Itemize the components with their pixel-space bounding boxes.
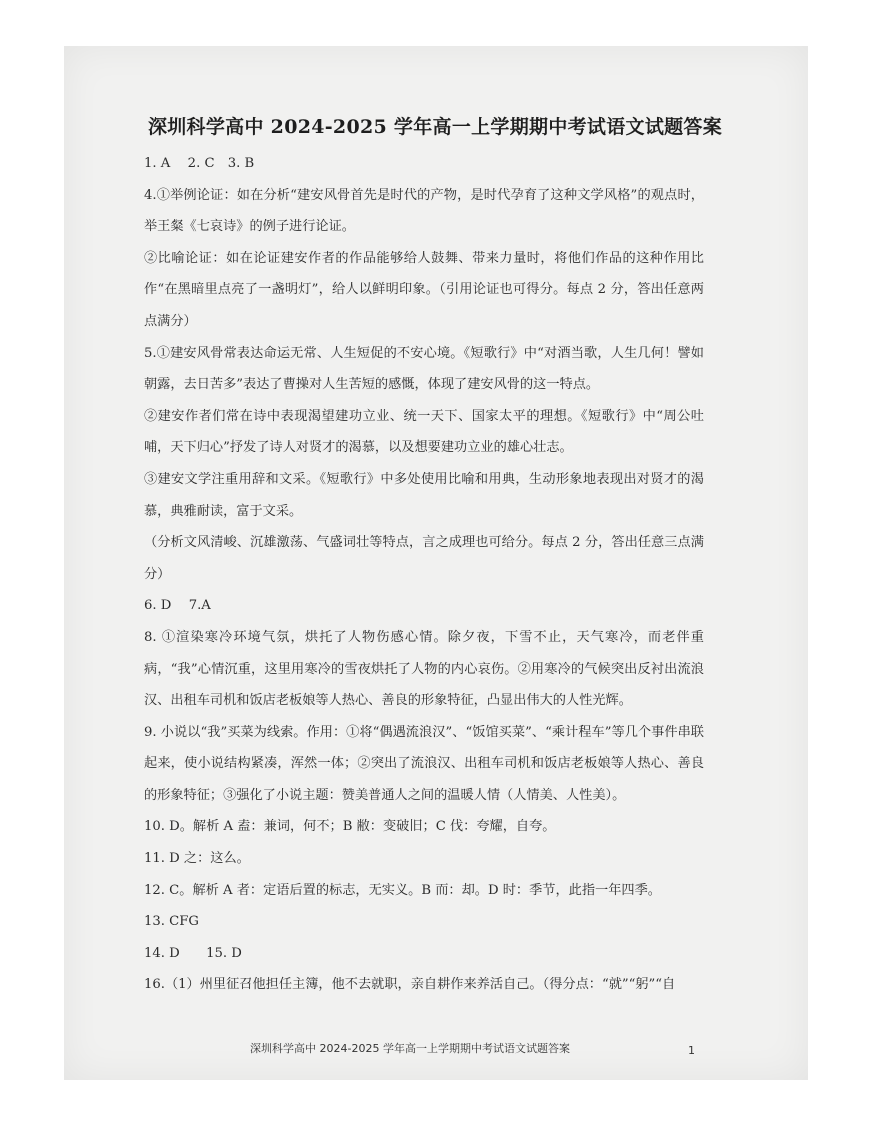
answer-line-1-3: 1. A 2. C 3. B bbox=[144, 156, 255, 171]
answer-4-part-2: ②比喻论证：如在论证建安作者的作品能够给人鼓舞、带来力量时，将他们作品的这种作用比作“在黑暗里点亮了一盏明灯”，给人以鲜明印象。（引用论证也可得分。每点 2 分，答出任意两点满分） bbox=[144, 250, 704, 329]
answer-5-note: （分析文风清峻、沉雄激荡、气盛词壮等特点，言之成理也可给分。每点 2 分，答出任意三点满分） bbox=[144, 535, 704, 582]
answer-8: 8. ①渲染寒冷环境气氛，烘托了人物伤感心情。除夕夜，下雪不止，天气寒冷，而老伴重病，“我”心情沉重，这里用寒冷的雪夜烘托了人物的内心哀伤。②用寒冷的气候突出反衬出流浪汉、出租车司机和饭店老板娘等人热心、善良的形象特征，凸显出伟大的人性光辉。 bbox=[144, 629, 704, 709]
answer-5-part-3: ③建安文学注重用辞和文采。《短歌行》中多处使用比喻和用典，生动形象地表现出对贤才的渴慕，典雅耐读，富于文采。 bbox=[144, 471, 704, 519]
answer-9: 9. 小说以“我”买菜为线索。作用：①将“偶遇流浪汉”、“饭馆买菜”、“乘计程车”等几个事件串联起来，使小说结构紧凑，浑然一体；②突出了流浪汉、出租车司机和饭店老板娘等人热心、善良的形象特征；③强化了小说主题：赞美普通人之间的温暖人情（人情美、人性美）。 bbox=[144, 724, 704, 803]
answer-12: 12. C。解析 A 者：定语后置的标志，无实义。B 而：却。D 时：季节，此指一年四季。 bbox=[144, 882, 661, 898]
answer-16: 16.（1）州里征召他担任主簿，他不去就职，亲自耕作来养活自己。（得分点：“就”“躬”“自 bbox=[144, 977, 676, 993]
answer-10: 10. D。解析 A 盍：兼词，何不；B 敝：变破旧；C 伐：夸耀，自夸。 bbox=[144, 819, 556, 835]
answer-5-part-2: ②建安作者们常在诗中表现渴望建功立业、统一天下、国家太平的理想。《短歌行》中“周公吐哺，天下归心”抒发了诗人对贤才的渴慕，以及想要建功立业的雄心壮志。 bbox=[144, 408, 704, 456]
page-footer: 深圳科学高中 2024-2025 学年高一上学期期中考试语文试题答案 bbox=[250, 1042, 570, 1055]
answer-14-15: 14. D 15. D bbox=[144, 945, 242, 961]
page-number: 1 bbox=[688, 1044, 695, 1057]
answer-5-part-1: 5.①建安风骨常表达命运无常、人生短促的不安心境。《短歌行》中“对酒当歌，人生几何！譬如朝露，去日苦多”表达了曹操对人生苦短的感慨，体现了建安风骨的这一特点。 bbox=[144, 345, 704, 393]
answer-11: 11. D 之：这么。 bbox=[144, 851, 250, 867]
document-title: 深圳科学高中 2024-2025 学年高一上学期期中考试语文试题答案 bbox=[147, 116, 723, 138]
answer-4-part-1: 4.①举例论证：如在分析“建安风骨首先是时代的产物，是时代孕育了这种文学风格”的观点时，举王粲《七哀诗》的例子进行论证。 bbox=[144, 187, 704, 235]
answer-body bbox=[144, 148, 704, 1001]
answer-13: 13. CFG bbox=[144, 914, 199, 930]
answer-6-7: 6. D 7.A bbox=[144, 598, 211, 614]
